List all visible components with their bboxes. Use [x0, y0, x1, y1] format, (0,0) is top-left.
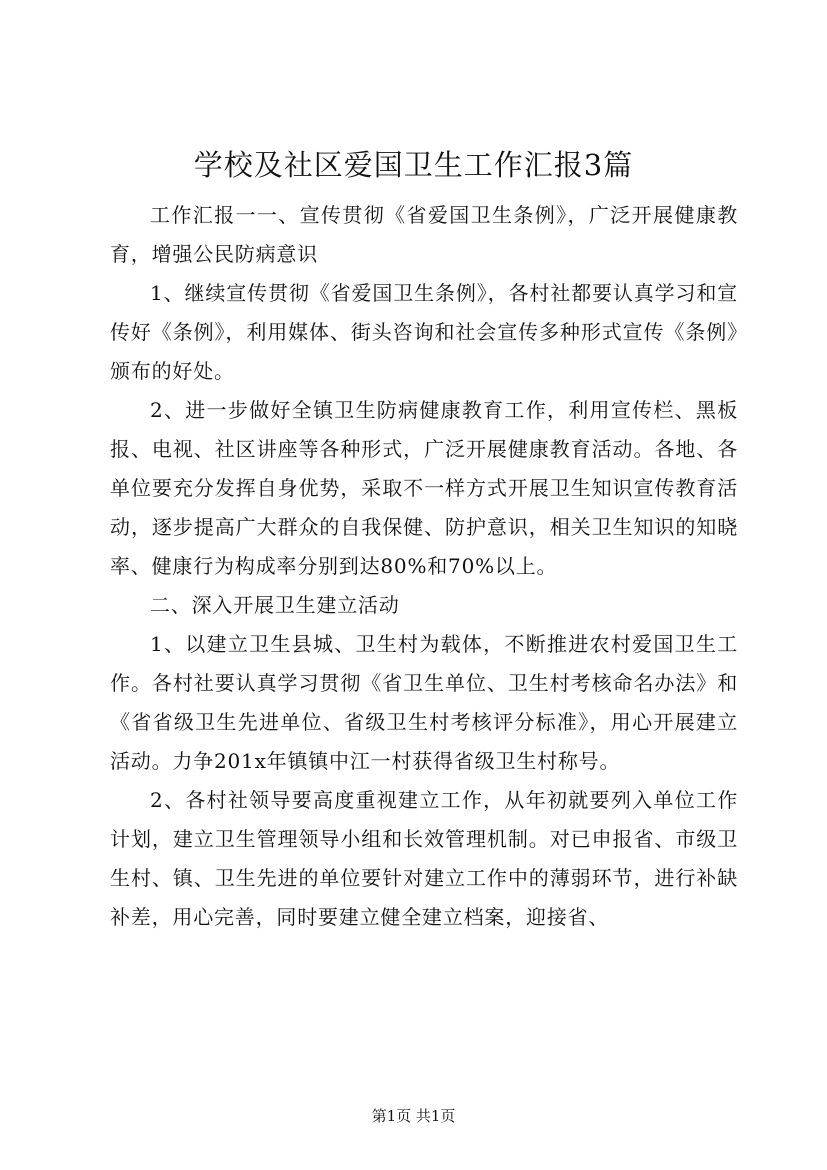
document-title: 学校及社区爱国卫生工作汇报3篇: [193, 148, 634, 182]
paragraph-item-2: 2、进一步做好全镇卫生防病健康教育工作，利用宣传栏、黑板报、电视、社区讲座等各种形式，广泛开展健康教育活动。各地、各单位要充分发挥自身优势，采取不一样方式开展卫生知识宣传教育活动，逐步提高广大群众的自我保健、防护意识，相关卫生知识的知晓率、健康行为构成率分别到达80%和70%以上。: [110, 398, 738, 578]
section-heading-2: 二、深入开展卫生建立活动: [150, 593, 400, 617]
paragraph-item-1: 1、继续宣传贯彻《省爱国卫生条例》，各村社都要认真学习和宣传好《条例》，利用媒体、街头咨询和社会宣传多种形式宣传《条例》颁布的好处。: [110, 281, 738, 383]
page-footer: 第1页 共1页: [371, 1107, 456, 1125]
document-body: [110, 196, 738, 937]
paragraph-section2-item-2: 2、各村社领导要高度重视建立工作，从年初就要列入单位工作计划，建立卫生管理领导小组和长效管理机制。对已申报省、市级卫生村、镇、卫生先进的单位要针对建立工作中的薄弱环节，进行补缺补差，用心完善，同时要建立健全建立档案，迎接省、: [110, 788, 738, 929]
paragraph-section2-item-1: 1、以建立卫生县城、卫生村为载体，不断推进农村爱国卫生工作。各村社要认真学习贯彻《省卫生单位、卫生村考核命名办法》和《省省级卫生先进单位、省级卫生村考核评分标准》，用心开展建立活动。力争201x年镇镇中江一村获得省级卫生村称号。: [110, 632, 738, 773]
paragraph-intro: 工作汇报一一、宣传贯彻《省爱国卫生条例》，广泛开展健康教育，增强公民防病意识: [110, 203, 738, 266]
